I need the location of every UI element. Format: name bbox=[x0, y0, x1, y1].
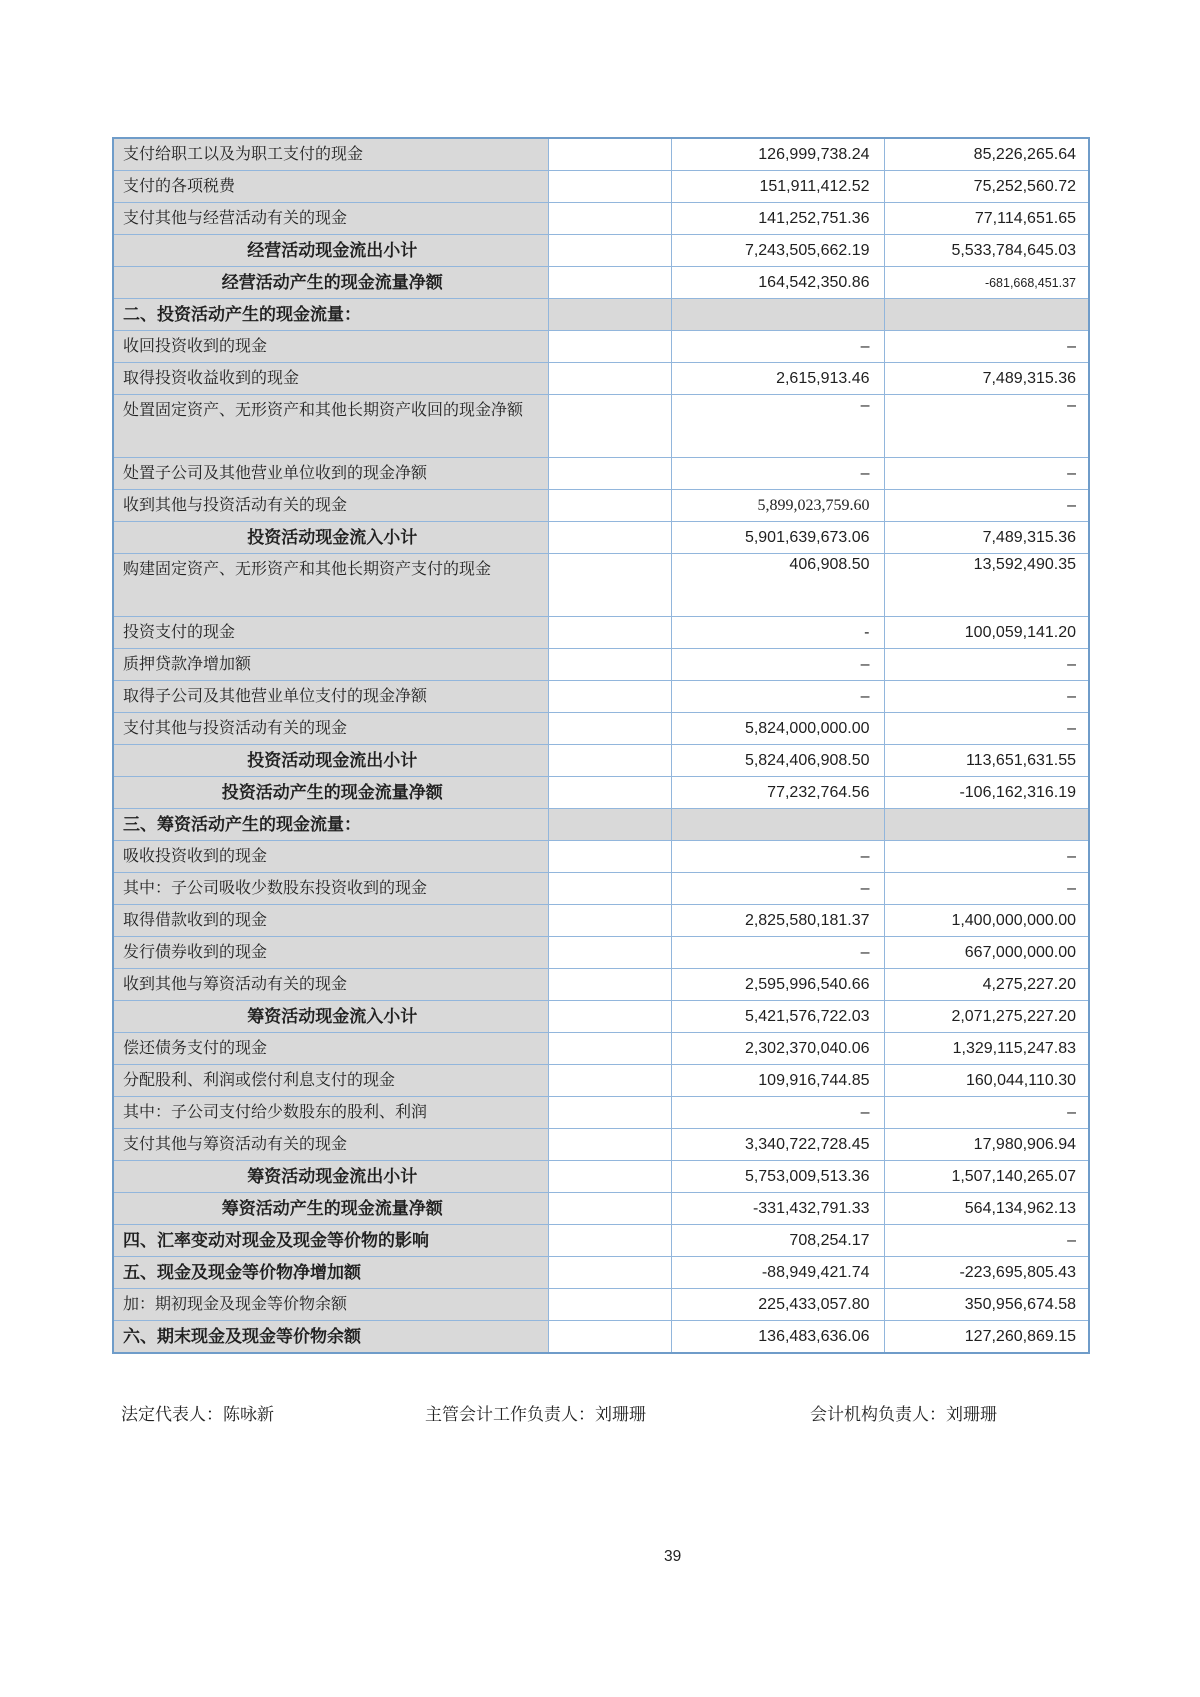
table-row bbox=[113, 937, 1089, 969]
gap-cell bbox=[548, 522, 671, 554]
gap-cell bbox=[548, 1289, 671, 1321]
gap-cell bbox=[548, 1193, 671, 1225]
row-label-cell: 筹资活动现金流出小计 bbox=[113, 1161, 548, 1193]
gap-cell bbox=[548, 331, 671, 363]
amount-current-period-cell: 136,483,636.06 bbox=[671, 1321, 884, 1354]
gap-cell bbox=[548, 299, 671, 331]
amount-prior-period-cell: 127,260,869.15 bbox=[884, 1321, 1089, 1354]
amount-prior-period-cell: 1,400,000,000.00 bbox=[884, 905, 1089, 937]
amount-current-period-cell: – bbox=[671, 649, 884, 681]
table-row bbox=[113, 809, 1089, 841]
amount-current-period-cell: 5,421,576,722.03 bbox=[671, 1001, 884, 1033]
row-label-cell: 投资活动现金流入小计 bbox=[113, 522, 548, 554]
amount-current-period-cell: 5,824,000,000.00 bbox=[671, 713, 884, 745]
amount-prior-period-cell: 113,651,631.55 bbox=[884, 745, 1089, 777]
gap-cell bbox=[548, 1225, 671, 1257]
table-row bbox=[113, 138, 1089, 171]
gap-cell bbox=[548, 395, 671, 458]
gap-cell bbox=[548, 745, 671, 777]
table-row bbox=[113, 1001, 1089, 1033]
amount-prior-period-cell: 1,329,115,247.83 bbox=[884, 1033, 1089, 1065]
row-label-cell: 支付其他与投资活动有关的现金 bbox=[113, 713, 548, 745]
amount-prior-period-cell: 160,044,110.30 bbox=[884, 1065, 1089, 1097]
amount-current-period-cell: 126,999,738.24 bbox=[671, 138, 884, 171]
amount-current-period-cell bbox=[671, 299, 884, 331]
table-row bbox=[113, 777, 1089, 809]
amount-prior-period-cell: – bbox=[884, 1225, 1089, 1257]
amount-prior-period-cell: 667,000,000.00 bbox=[884, 937, 1089, 969]
page-number: 39 bbox=[664, 1548, 682, 1565]
accounting-department-head-signature: 会计机构负责人：刘珊珊 bbox=[810, 1405, 997, 1424]
row-label-cell: 偿还债务支付的现金 bbox=[113, 1033, 548, 1065]
table-row bbox=[113, 905, 1089, 937]
gap-cell bbox=[548, 969, 671, 1001]
row-label-cell: 投资活动产生的现金流量净额 bbox=[113, 777, 548, 809]
amount-current-period-cell: – bbox=[671, 1097, 884, 1129]
amount-prior-period-cell: 5,533,784,645.03 bbox=[884, 235, 1089, 267]
gap-cell bbox=[548, 937, 671, 969]
row-label-cell: 经营活动现金流出小计 bbox=[113, 235, 548, 267]
table-row bbox=[113, 649, 1089, 681]
row-label-cell: 支付的各项税费 bbox=[113, 171, 548, 203]
amount-prior-period-cell: – bbox=[884, 841, 1089, 873]
gap-cell bbox=[548, 681, 671, 713]
gap-cell bbox=[548, 1257, 671, 1289]
table-row bbox=[113, 171, 1089, 203]
row-label-cell: 六、期末现金及现金等价物余额 bbox=[113, 1321, 548, 1354]
amount-current-period-cell: 2,615,913.46 bbox=[671, 363, 884, 395]
gap-cell bbox=[548, 1033, 671, 1065]
table-row bbox=[113, 1129, 1089, 1161]
gap-cell bbox=[548, 138, 671, 171]
amount-prior-period-cell bbox=[884, 809, 1089, 841]
table-row bbox=[113, 713, 1089, 745]
amount-prior-period-cell: 17,980,906.94 bbox=[884, 1129, 1089, 1161]
amount-prior-period-cell: 77,114,651.65 bbox=[884, 203, 1089, 235]
table-row bbox=[113, 522, 1089, 554]
gap-cell bbox=[548, 171, 671, 203]
row-label-cell: 经营活动产生的现金流量净额 bbox=[113, 267, 548, 299]
gap-cell bbox=[548, 1129, 671, 1161]
table-row bbox=[113, 617, 1089, 649]
table-row bbox=[113, 1065, 1089, 1097]
amount-current-period-cell: – bbox=[671, 331, 884, 363]
gap-cell bbox=[548, 1097, 671, 1129]
gap-cell bbox=[548, 1161, 671, 1193]
row-label-cell: 投资活动现金流出小计 bbox=[113, 745, 548, 777]
row-label-cell: 五、现金及现金等价物净增加额 bbox=[113, 1257, 548, 1289]
table-row bbox=[113, 458, 1089, 490]
amount-current-period-cell: 5,753,009,513.36 bbox=[671, 1161, 884, 1193]
row-label-cell: 处置固定资产、无形资产和其他长期资产收回的现金净额 bbox=[113, 395, 548, 458]
row-label-cell: 处置子公司及其他营业单位收到的现金净额 bbox=[113, 458, 548, 490]
amount-current-period-cell: -88,949,421.74 bbox=[671, 1257, 884, 1289]
table-row bbox=[113, 1161, 1089, 1193]
amount-prior-period-cell: 350,956,674.58 bbox=[884, 1289, 1089, 1321]
gap-cell bbox=[548, 713, 671, 745]
amount-prior-period-cell: – bbox=[884, 395, 1089, 458]
gap-cell bbox=[548, 1001, 671, 1033]
amount-current-period-cell: 225,433,057.80 bbox=[671, 1289, 884, 1321]
amount-current-period-cell: -331,432,791.33 bbox=[671, 1193, 884, 1225]
amount-prior-period-cell: 564,134,962.13 bbox=[884, 1193, 1089, 1225]
amount-prior-period-cell: – bbox=[884, 649, 1089, 681]
cash-flow-statement-table-container bbox=[112, 137, 1090, 1354]
amount-current-period-cell: – bbox=[671, 841, 884, 873]
amount-current-period-cell: 77,232,764.56 bbox=[671, 777, 884, 809]
gap-cell bbox=[548, 458, 671, 490]
row-label-cell: 加：期初现金及现金等价物余额 bbox=[113, 1289, 548, 1321]
row-label-cell: 取得子公司及其他营业单位支付的现金净额 bbox=[113, 681, 548, 713]
amount-current-period-cell: 5,901,639,673.06 bbox=[671, 522, 884, 554]
amount-current-period-cell: 3,340,722,728.45 bbox=[671, 1129, 884, 1161]
table-row bbox=[113, 267, 1089, 299]
row-label-cell: 三、筹资活动产生的现金流量： bbox=[113, 809, 548, 841]
amount-prior-period-cell: – bbox=[884, 873, 1089, 905]
amount-prior-period-cell: 75,252,560.72 bbox=[884, 171, 1089, 203]
gap-cell bbox=[548, 203, 671, 235]
gap-cell bbox=[548, 777, 671, 809]
amount-prior-period-cell: -681,668,451.37 bbox=[884, 267, 1089, 299]
table-row bbox=[113, 395, 1089, 458]
amount-current-period-cell: 406,908.50 bbox=[671, 554, 884, 617]
amount-prior-period-cell: 1,507,140,265.07 bbox=[884, 1161, 1089, 1193]
amount-current-period-cell: – bbox=[671, 395, 884, 458]
amount-current-period-cell bbox=[671, 809, 884, 841]
table-row bbox=[113, 1097, 1089, 1129]
row-label-cell: 支付其他与经营活动有关的现金 bbox=[113, 203, 548, 235]
row-label-cell: 收到其他与投资活动有关的现金 bbox=[113, 490, 548, 522]
table-row bbox=[113, 235, 1089, 267]
row-label-cell: 其中：子公司吸收少数股东投资收到的现金 bbox=[113, 873, 548, 905]
amount-current-period-cell: 7,243,505,662.19 bbox=[671, 235, 884, 267]
row-label-cell: 分配股利、利润或偿付利息支付的现金 bbox=[113, 1065, 548, 1097]
amount-prior-period-cell: – bbox=[884, 490, 1089, 522]
amount-prior-period-cell: 4,275,227.20 bbox=[884, 969, 1089, 1001]
amount-current-period-cell: 2,302,370,040.06 bbox=[671, 1033, 884, 1065]
table-row bbox=[113, 1289, 1089, 1321]
gap-cell bbox=[548, 363, 671, 395]
amount-prior-period-cell: – bbox=[884, 331, 1089, 363]
amount-current-period-cell: – bbox=[671, 681, 884, 713]
gap-cell bbox=[548, 873, 671, 905]
amount-current-period-cell: 5,899,023,759.60 bbox=[671, 490, 884, 522]
table-row bbox=[113, 331, 1089, 363]
amount-current-period-cell: 141,252,751.36 bbox=[671, 203, 884, 235]
amount-prior-period-cell: -223,695,805.43 bbox=[884, 1257, 1089, 1289]
amount-current-period-cell: - bbox=[671, 617, 884, 649]
gap-cell bbox=[548, 905, 671, 937]
chief-accountant-signature: 主管会计工作负责人：刘珊珊 bbox=[425, 1405, 646, 1424]
amount-prior-period-cell: 13,592,490.35 bbox=[884, 554, 1089, 617]
table-row bbox=[113, 1225, 1089, 1257]
gap-cell bbox=[548, 649, 671, 681]
amount-prior-period-cell: – bbox=[884, 713, 1089, 745]
row-label-cell: 购建固定资产、无形资产和其他长期资产支付的现金 bbox=[113, 554, 548, 617]
table-row bbox=[113, 1321, 1089, 1354]
row-label-cell: 收回投资收到的现金 bbox=[113, 331, 548, 363]
row-label-cell: 二、投资活动产生的现金流量： bbox=[113, 299, 548, 331]
table-row bbox=[113, 873, 1089, 905]
row-label-cell: 投资支付的现金 bbox=[113, 617, 548, 649]
row-label-cell: 支付其他与筹资活动有关的现金 bbox=[113, 1129, 548, 1161]
cash-flow-statement-table bbox=[112, 137, 1090, 1354]
gap-cell bbox=[548, 554, 671, 617]
amount-prior-period-cell: 85,226,265.64 bbox=[884, 138, 1089, 171]
amount-current-period-cell: 151,911,412.52 bbox=[671, 171, 884, 203]
amount-prior-period-cell: 100,059,141.20 bbox=[884, 617, 1089, 649]
table-row bbox=[113, 203, 1089, 235]
row-label-cell: 筹资活动现金流入小计 bbox=[113, 1001, 548, 1033]
table-row bbox=[113, 681, 1089, 713]
amount-prior-period-cell bbox=[884, 299, 1089, 331]
row-label-cell: 发行债券收到的现金 bbox=[113, 937, 548, 969]
table-row bbox=[113, 969, 1089, 1001]
amount-prior-period-cell: 7,489,315.36 bbox=[884, 522, 1089, 554]
table-row bbox=[113, 1033, 1089, 1065]
gap-cell bbox=[548, 490, 671, 522]
table-row bbox=[113, 299, 1089, 331]
amount-current-period-cell: 2,595,996,540.66 bbox=[671, 969, 884, 1001]
amount-prior-period-cell: 2,071,275,227.20 bbox=[884, 1001, 1089, 1033]
amount-prior-period-cell: – bbox=[884, 681, 1089, 713]
amount-current-period-cell: 5,824,406,908.50 bbox=[671, 745, 884, 777]
amount-current-period-cell: 2,825,580,181.37 bbox=[671, 905, 884, 937]
table-row bbox=[113, 554, 1089, 617]
row-label-cell: 支付给职工以及为职工支付的现金 bbox=[113, 138, 548, 171]
row-label-cell: 取得借款收到的现金 bbox=[113, 905, 548, 937]
row-label-cell: 筹资活动产生的现金流量净额 bbox=[113, 1193, 548, 1225]
gap-cell bbox=[548, 267, 671, 299]
amount-current-period-cell: 109,916,744.85 bbox=[671, 1065, 884, 1097]
row-label-cell: 其中：子公司支付给少数股东的股利、利润 bbox=[113, 1097, 548, 1129]
gap-cell bbox=[548, 1321, 671, 1354]
table-row bbox=[113, 841, 1089, 873]
gap-cell bbox=[548, 1065, 671, 1097]
gap-cell bbox=[548, 617, 671, 649]
row-label-cell: 质押贷款净增加额 bbox=[113, 649, 548, 681]
amount-current-period-cell: 164,542,350.86 bbox=[671, 267, 884, 299]
signature-line bbox=[0, 1400, 1200, 1430]
cash-flow-table-body bbox=[113, 138, 1089, 1353]
table-row bbox=[113, 745, 1089, 777]
row-label-cell: 四、汇率变动对现金及现金等价物的影响 bbox=[113, 1225, 548, 1257]
row-label-cell: 取得投资收益收到的现金 bbox=[113, 363, 548, 395]
amount-prior-period-cell: 7,489,315.36 bbox=[884, 363, 1089, 395]
row-label-cell: 吸收投资收到的现金 bbox=[113, 841, 548, 873]
table-row bbox=[113, 1257, 1089, 1289]
amount-prior-period-cell: – bbox=[884, 1097, 1089, 1129]
row-label-cell: 收到其他与筹资活动有关的现金 bbox=[113, 969, 548, 1001]
amount-current-period-cell: – bbox=[671, 458, 884, 490]
table-row bbox=[113, 1193, 1089, 1225]
amount-current-period-cell: 708,254.17 bbox=[671, 1225, 884, 1257]
table-row bbox=[113, 490, 1089, 522]
amount-prior-period-cell: -106,162,316.19 bbox=[884, 777, 1089, 809]
gap-cell bbox=[548, 809, 671, 841]
legal-representative-signature: 法定代表人：陈咏新 bbox=[121, 1405, 274, 1424]
amount-prior-period-cell: – bbox=[884, 458, 1089, 490]
amount-current-period-cell: – bbox=[671, 937, 884, 969]
table-row bbox=[113, 363, 1089, 395]
gap-cell bbox=[548, 235, 671, 267]
amount-current-period-cell: – bbox=[671, 873, 884, 905]
gap-cell bbox=[548, 841, 671, 873]
